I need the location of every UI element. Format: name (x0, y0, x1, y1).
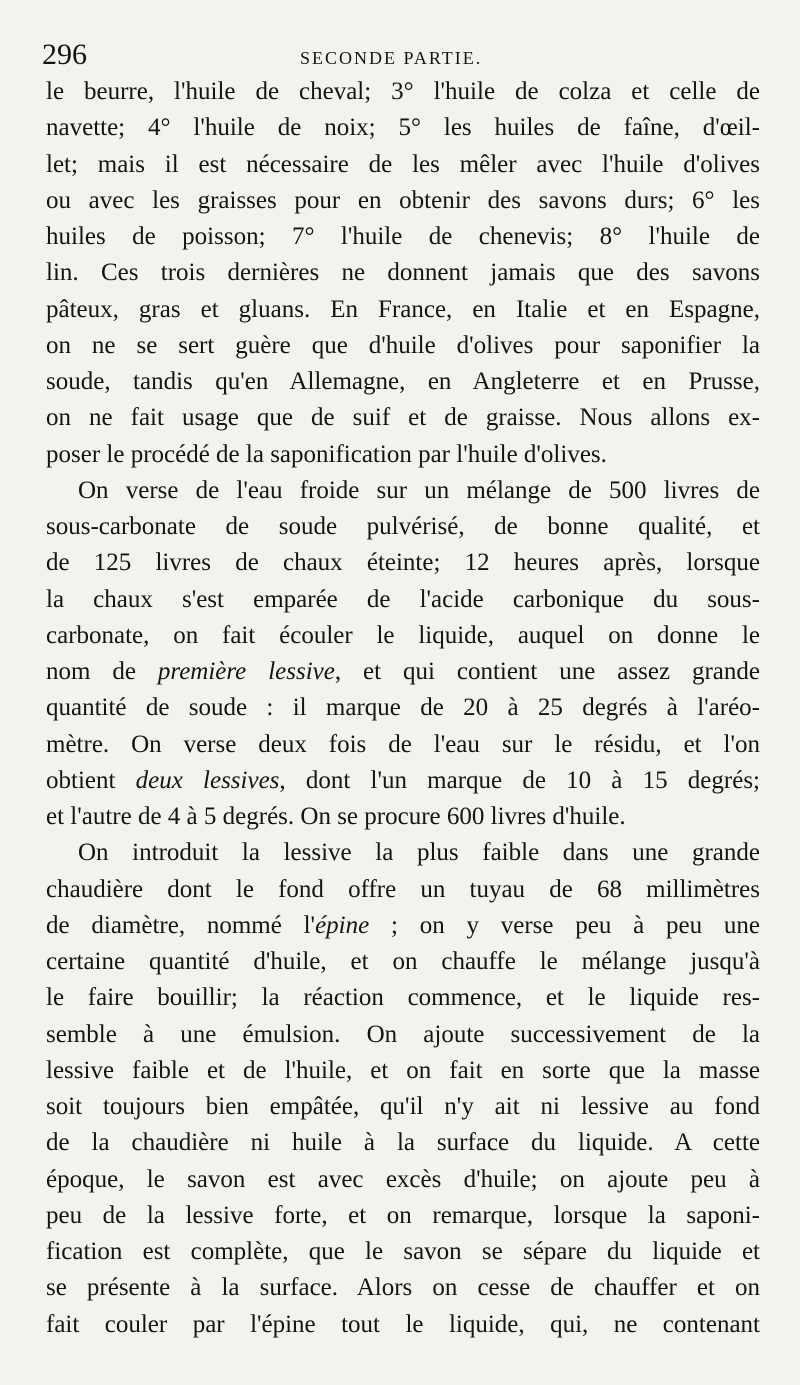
text-line: lin. Ces trois dernières ne donnent jamais que des savons (46, 259, 760, 287)
text-run: ; on y verse peu à peu une (369, 911, 760, 939)
italic-term: deux lessives (135, 766, 280, 794)
text-line: on ne se sert guère que d'huile d'olives pour saponifier la (46, 331, 760, 359)
text-line: on ne fait usage que de suif et de graisse. Nous allons ex- (46, 404, 760, 432)
text-line: époque, le savon est avec excès d'huile; on ajoute peu à (46, 1165, 760, 1193)
italic-term: épine (315, 911, 370, 939)
paragraph-1 (46, 74, 760, 473)
text-line: On verse de l'eau froide sur un mélange de 500 livres de (78, 476, 760, 504)
paragraph-2 (46, 473, 760, 836)
text-run: de diamètre, nommé l' (46, 911, 316, 939)
text-line: se présente à la surface. Alors on cesse de chauffer et on (46, 1274, 760, 1302)
text-line: lessive faible et de l'huile, et on fait en sorte que la masse (46, 1056, 760, 1084)
text-line: de la chaudière ni huile à la surface du liquide. A cette (46, 1129, 760, 1157)
text-line: mètre. On verse deux fois de l'eau sur le résidu, et l'on (46, 730, 760, 758)
text-line-with-italic (46, 763, 760, 799)
text-run: , et qui contient une assez grande (334, 658, 760, 685)
text-line: On introduit la lessive la plus faible dans une grande (78, 839, 760, 867)
text-line: navette; 4° l'huile de noix; 5° les huiles de faîne, d'œil- (46, 114, 760, 142)
text-line: ou avec les graisses pour en obtenir des savons durs; 6° les (46, 186, 760, 214)
body-text (46, 74, 760, 1343)
text-line: fait couler par l'épine tout le liquide, qui, ne contenant (46, 1310, 760, 1338)
text-line: le beurre, l'huile de cheval; 3° l'huile de colza et celle de (46, 78, 760, 105)
page-header (42, 38, 762, 78)
text-line: poser le procédé de la saponification par l'huile d'olives. (46, 440, 607, 468)
text-line: chaudière dont le fond offre un tuyau de 68 millimètres (46, 875, 760, 903)
text-line: et l'autre de 4 à 5 degrés. On se procure 600 livres d'huile. (46, 803, 626, 830)
text-run: nom de (46, 658, 158, 685)
text-line: peu de la lessive forte, et on remarque, lorsque la saponi- (46, 1201, 760, 1229)
running-head: SECONDE PARTIE. (300, 48, 483, 68)
text-line: sous-carbonate de soude pulvérisé, de bonne qualité, et (46, 513, 760, 540)
text-line: quantité de soude : il marque de 20 à 25 degrés à l'aréo- (46, 694, 760, 722)
text-line: semble à une émulsion. On ajoute successivement de la (46, 1020, 760, 1048)
text-line: certaine quantité d'huile, et on chauffe le mélange jusqu'à (46, 948, 760, 975)
italic-term: première lessive (157, 658, 335, 685)
text-line-with-italic (46, 654, 760, 690)
text-line: de 125 livres de chaux éteinte; 12 heures après, lorsque (46, 549, 760, 577)
text-line: soude, tandis qu'en Allemagne, en Angleterre et en Prusse, (46, 368, 760, 395)
text-line: fication est complète, que le savon se sépare du liquide et (46, 1238, 760, 1265)
text-line: la chaux s'est emparée de l'acide carbonique du sous- (46, 585, 760, 613)
text-line: let; mais il est nécessaire de les mêler avec l'huile d'olives (46, 150, 760, 178)
text-line: le faire bouillir; la réaction commence, et le liquide res- (46, 984, 760, 1012)
text-run: , dont l'un marque de 10 à 15 degrés; (279, 766, 760, 794)
text-run: obtient (46, 766, 136, 794)
page-number: 296 (42, 38, 87, 71)
text-line: soit toujours bien empâtée, qu'il n'y ait ni lessive au fond (46, 1093, 760, 1120)
text-line: carbonate, on fait écouler le liquide, auquel on donne le (46, 621, 760, 649)
text-line: huiles de poisson; 7° l'huile de chenevis; 8° l'huile de (46, 223, 760, 250)
paragraph-3 (46, 835, 760, 1343)
text-line-with-italic (46, 908, 760, 944)
text-line: pâteux, gras et gluans. En France, en Italie et en Espagne, (46, 295, 760, 323)
